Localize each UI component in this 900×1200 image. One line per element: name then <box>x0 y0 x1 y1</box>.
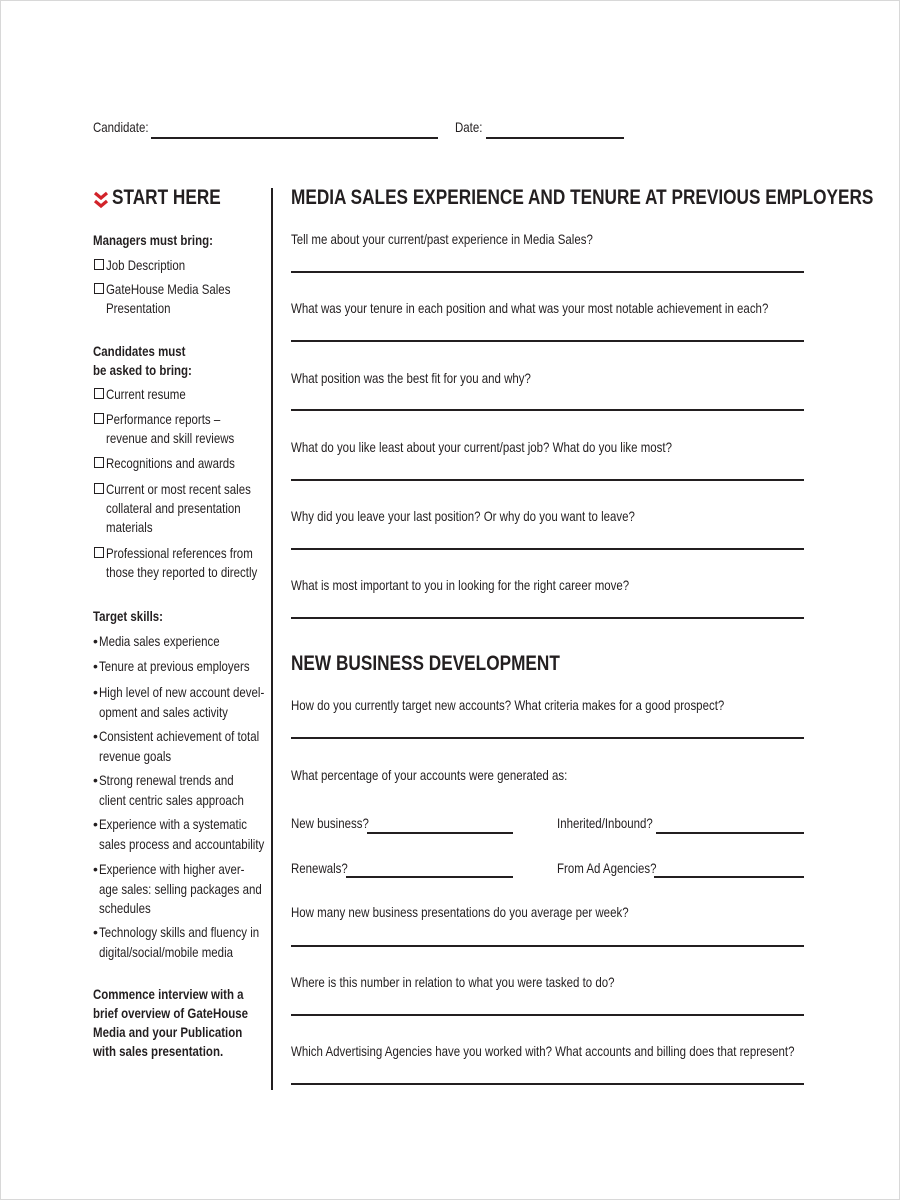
new-business-label: New business? <box>291 815 369 831</box>
question-text: What is most important to you in looking for the right career move? <box>291 577 630 593</box>
question-text: Why did you leave your last position? Or why do you want to leave? <box>291 508 635 524</box>
sidebar-divider <box>271 188 273 1090</box>
answer-line[interactable] <box>291 271 804 273</box>
date-field[interactable] <box>486 137 624 139</box>
renewals-field[interactable] <box>346 876 513 878</box>
answer-line[interactable] <box>291 945 804 947</box>
answer-line[interactable] <box>291 548 804 550</box>
chevron-down-icon <box>93 190 109 210</box>
checkbox[interactable] <box>94 483 104 494</box>
checkbox[interactable] <box>94 457 104 468</box>
answer-line[interactable] <box>291 1083 804 1085</box>
inherited-label: Inherited/Inbound? <box>557 815 653 831</box>
question-text: Where is this number in relation to what you were tasked to do? <box>291 974 615 990</box>
renewals-label: Renewals? <box>291 860 348 876</box>
ad-agencies-field[interactable] <box>654 876 804 878</box>
answer-line[interactable] <box>291 340 804 342</box>
candidate-label: Candidate: <box>93 119 149 135</box>
ad-agencies-label: From Ad Agencies? <box>557 860 657 876</box>
skills-heading: Target skills: <box>93 608 163 624</box>
new-business-field[interactable] <box>367 832 513 834</box>
checkbox[interactable] <box>94 259 104 270</box>
question-text: What was your tenure in each position and what was your most notable achievement in each? <box>291 300 769 316</box>
question-text: Tell me about your current/past experience in Media Sales? <box>291 231 593 247</box>
checkbox[interactable] <box>94 283 104 294</box>
candidate-field[interactable] <box>151 137 438 139</box>
section-title-experience: MEDIA SALES EXPERIENCE AND TENURE AT PREVIOUS EMPLOYERS <box>291 186 874 209</box>
answer-line[interactable] <box>291 409 804 411</box>
closing-note: Commence interview with a brief overview of GateHouse Media and your Publication with sales presentation. <box>93 986 249 1059</box>
answer-line[interactable] <box>291 479 804 481</box>
checkbox[interactable] <box>94 388 104 399</box>
answer-line[interactable] <box>291 617 804 619</box>
answer-line[interactable] <box>291 1014 804 1016</box>
question-text: What do you like least about your current/past job? What do you like most? <box>291 439 672 455</box>
date-label: Date: <box>455 119 483 135</box>
checkbox[interactable] <box>94 547 104 558</box>
answer-line[interactable] <box>291 737 804 739</box>
checkbox[interactable] <box>94 413 104 424</box>
question-text: How many new business presentations do you average per week? <box>291 904 629 920</box>
managers-heading: Managers must bring: <box>93 232 213 248</box>
question-text: What percentage of your accounts were generated as: <box>291 767 568 783</box>
question-text: Which Advertising Agencies have you worked with? What accounts and billing does that represent? <box>291 1043 795 1059</box>
section-title-new-business: NEW BUSINESS DEVELOPMENT <box>291 652 560 675</box>
start-here-heading: START HERE <box>112 186 221 209</box>
candidates-heading: Candidates must be asked to bring: <box>93 343 192 378</box>
question-text: How do you currently target new accounts? What criteria makes for a good prospect? <box>291 697 725 713</box>
question-text: What position was the best fit for you and why? <box>291 370 531 386</box>
inherited-field[interactable] <box>656 832 804 834</box>
